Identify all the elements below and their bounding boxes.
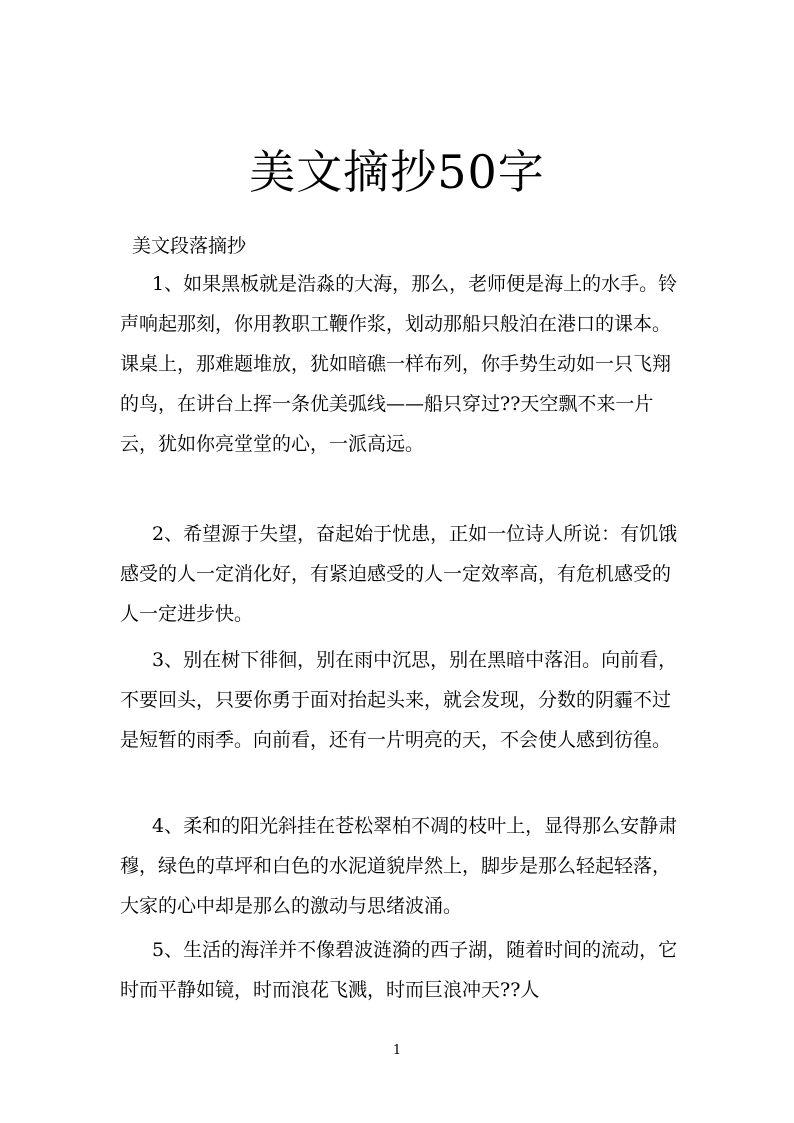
page-number: 1 — [392, 1043, 402, 1058]
paragraph-5: 5、生活的海洋并不像碧波涟漪的西子湖，随着时间的流动，它时而平静如镜，时而浪花飞溅，时而巨浪冲天??人 — [120, 939, 678, 1001]
page-title: 美文摘抄50字 — [249, 145, 545, 199]
paragraph-4: 4、柔和的阳光斜挂在苍松翠柏不凋的枝叶上，显得那么安静肃穆，绿色的草坪和白色的水泥道貌岸然上，脚步是那么轻起轻落，大家的心中却是那么的激动与思绪波涌。 — [120, 815, 678, 917]
section-subtitle: 美文段落摘抄 — [132, 235, 247, 257]
paragraph-3: 3、别在树下徘徊，别在雨中沉思，别在黑暗中落泪。向前看，不要回头，只要你勇于面对抬起头来，就会发现，分数的阴霾不过是短暂的雨季。向前看，还有一片明亮的天，不会使人感到彷徨。 — [120, 649, 678, 751]
paragraph-1: 1、如果黑板就是浩淼的大海，那么，老师便是海上的水手。铃声响起那刻，你用教职工鞭作浆，划动那船只般泊在港口的课本。课桌上，那难题堆放，犹如暗礁一样布列，你手势生动如一只飞翔的鸟，在讲台上挥一条优美弧线——船只穿过??天空飘不来一片云，犹如你亮堂堂的心，一派高远。 — [120, 273, 678, 455]
paragraph-2: 2、希望源于失望，奋起始于忧患，正如一位诗人所说：有饥饿感受的人一定消化好，有紧迫感受的人一定效率高，有危机感受的人一定进步快。 — [120, 523, 678, 625]
